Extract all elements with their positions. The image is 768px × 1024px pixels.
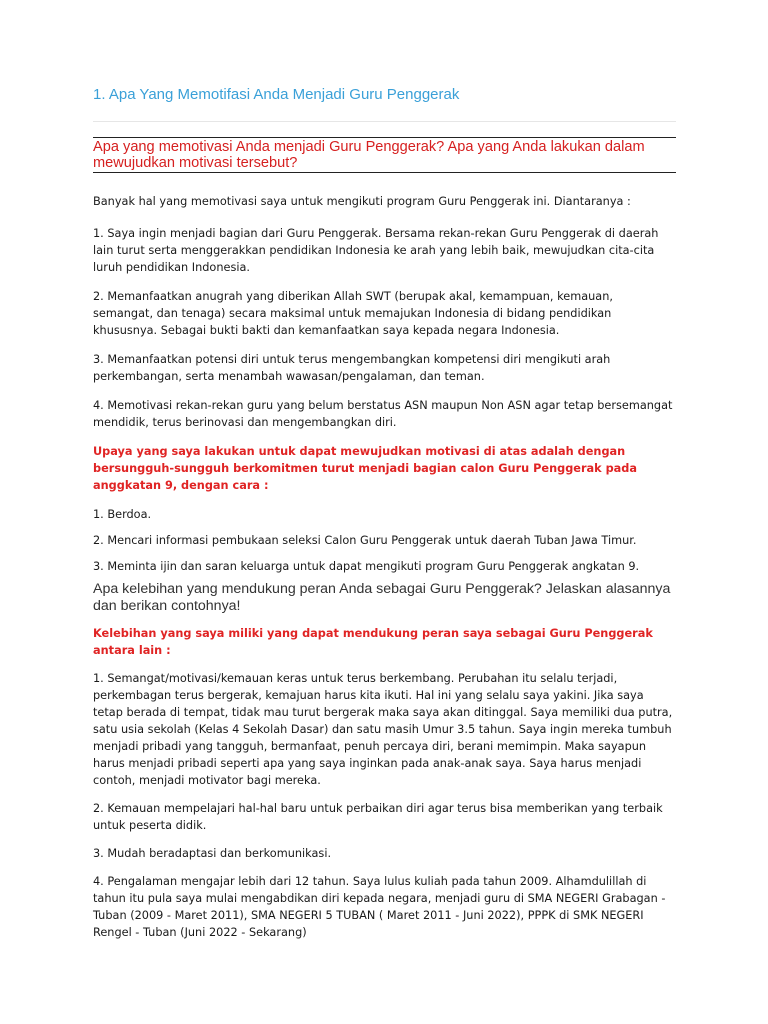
motivation-item-1: 1. Saya ingin menjadi bagian dari Guru Penggerak. Bersama rekan-rekan Guru Penggerak di daerah lain turut serta menggerakkan pendidikan Indonesia ke arah yang lebih baik, mewujudkan cita-cita luruh pendidikan Indonesia.	[93, 227, 659, 274]
heading-divider	[93, 121, 676, 122]
page-heading: 1. Apa Yang Memotifasi Anda Menjadi Guru Penggerak	[93, 86, 460, 103]
question-2-text: Apa kelebihan yang mendukung peran Anda sebagai Guru Penggerak? Jelaskan alasannya dan berikan contohnya!	[93, 581, 671, 614]
intro-paragraph: Banyak hal yang memotivasi saya untuk mengikuti program Guru Penggerak ini. Diantaranya :	[93, 195, 631, 208]
document-body	[93, 193, 676, 941]
question-1-text: Apa yang memotivasi Anda menjadi Guru Penggerak? Apa yang Anda lakukan dalam mewujudkan motivasi tersebut?	[93, 139, 645, 171]
effort-item-3: 3. Meminta ijin dan saran keluarga untuk dapat mengikuti program Guru Penggerak angkatan 9.	[93, 560, 640, 573]
motivation-item-2: 2. Memanfaatkan anugrah yang diberikan Allah SWT (berupak akal, kemampuan, kemauan, semangat, dan tenaga) secara maksimal untuk memajukan Indonesia di bidang pendidikan khususnya. Sebagai bukti bakti dan kemanfaatkan saya kepada negara Indonesia.	[93, 290, 613, 337]
effort-intro: Upaya yang saya lakukan untuk dapat mewujudkan motivasi di atas adalah dengan bersungguh-sungguh berkomitmen turut menjadi bagian calon Guru Penggerak pada anggkatan 9, dengan cara :	[93, 445, 638, 492]
effort-item-1: 1. Berdoa.	[93, 508, 152, 521]
motivation-item-4: 4. Memotivasi rekan-rekan guru yang belum berstatus ASN maupun Non ASN agar tetap bersemangat mendidik, terus berinovasi dan mengembangkan diri.	[93, 399, 673, 429]
question-1-box	[93, 137, 676, 173]
strength-item-4: 4. Pengalaman mengajar lebih dari 12 tahun. Saya lulus kuliah pada tahun 2009. Alhamdulillah di tahun itu pula saya mulai mengabdikan diri kepada negara, menjadi guru di SMA NEGERI Grabagan - Tuban (2009 - Maret 2011), SMA NEGERI 5 TUBAN ( Maret 2011 - Juni 2022), PPPK di SMK NEGERI Rengel - Tuban (Juni 2022 - Sekarang)	[93, 875, 666, 939]
strength-intro: Kelebihan yang saya miliki yang dapat mendukung peran saya sebagai Guru Penggerak antara lain :	[93, 627, 653, 657]
effort-item-2: 2. Mencari informasi pembukaan seleksi Calon Guru Penggerak untuk daerah Tuban Jawa Timur.	[93, 534, 637, 547]
strength-item-2: 2. Kemauan mempelajari hal-hal baru untuk perbaikan diri agar terus bisa memberikan yang terbaik untuk peserta didik.	[93, 802, 663, 832]
motivation-item-3: 3. Memanfaatkan potensi diri untuk terus mengembangkan kompetensi diri mengikuti arah perkembangan, serta menambah wawasan/pengalaman, dan teman.	[93, 353, 611, 383]
strength-item-3: 3. Mudah beradaptasi dan berkomunikasi.	[93, 847, 332, 860]
strength-item-1: 1. Semangat/motivasi/kemauan keras untuk terus berkembang. Perubahan itu selalu terjadi, perkembagan terus bergerak, kemajuan harus kita ikuti. Hal ini yang selalu saya yakini. Jika saya tetap berada di tempat, tidak mau turut bergerak maka saya akan ditinggal. Saya memiliki dua putra, satu usia sekolah (Kelas 4 Sekolah Dasar) dan satu masih Umur 3.5 tahun. Saya ingin mereka tumbuh menjadi pribadi yang tangguh, bermanfaat, penuh percaya diri, berani memimpin. Maka sayapun harus menjadi pribadi seperti apa yang saya inginkan pada anak-anak saya. Saya harus menjadi contoh, menjadi motivator bagi mereka.	[93, 672, 673, 787]
